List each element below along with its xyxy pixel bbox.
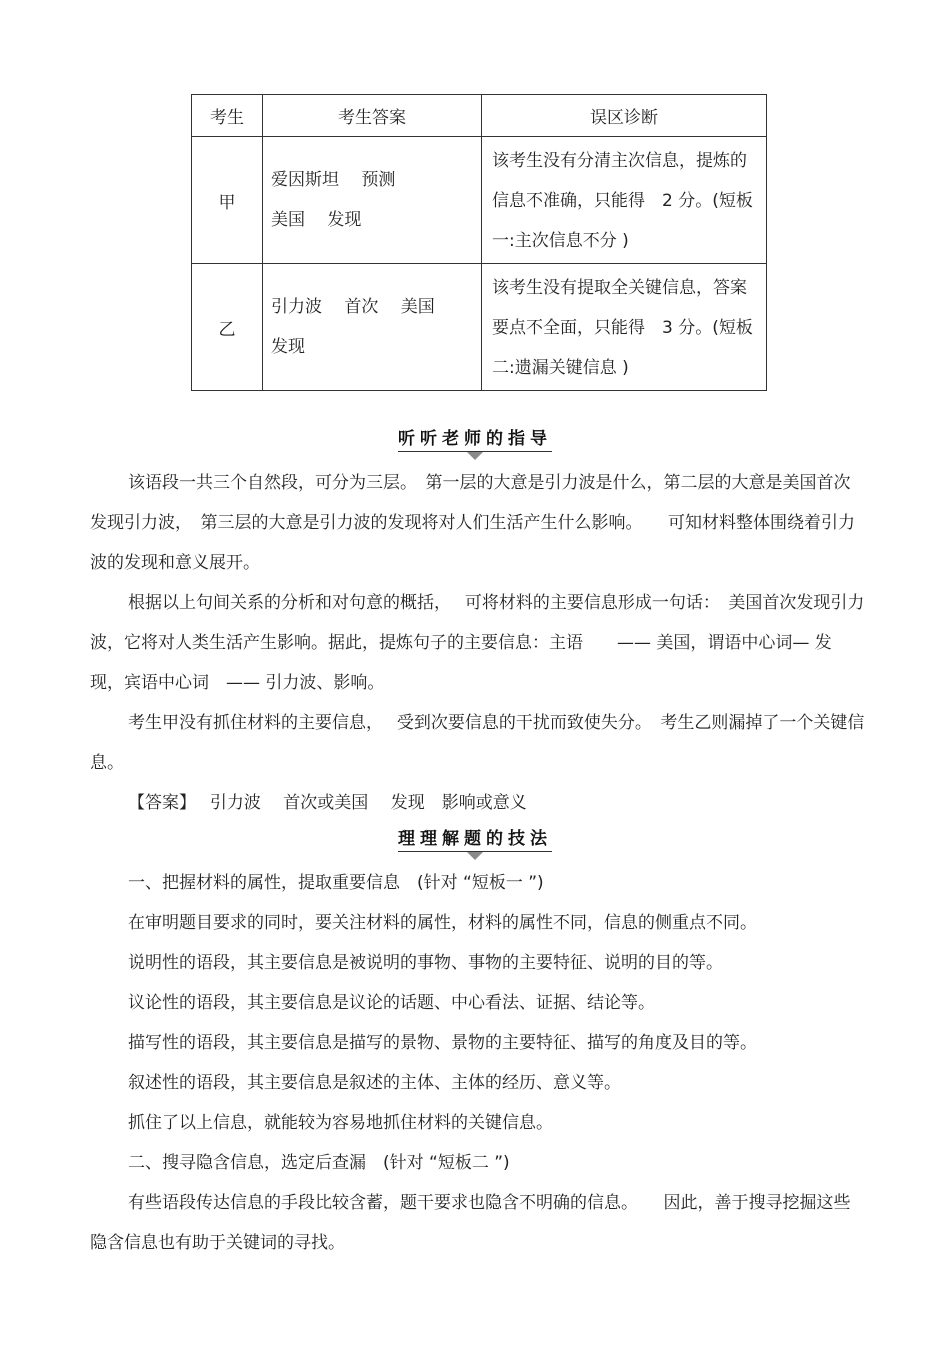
diagnosis-table — [191, 94, 767, 391]
header-diagnosis: 误区诊断 — [482, 95, 767, 137]
paragraph: 考生甲没有抓住材料的主要信息， 受到次要信息的干扰而致使失分。 考生乙则漏掉了一个关键信息。 — [90, 713, 865, 773]
header-candidate: 考生 — [192, 95, 263, 137]
paragraph: 有些语段传达信息的手段比较含蓄，题干要求也隐含不明确的信息。 因此，善于搜寻挖掘这些隐含信息也有助于关键词的寻找。 — [90, 1193, 851, 1253]
diagnosis-cell: 该考生没有提取全关键信息，答案要点不全面，只能得 3 分。(短板二:遗漏关键信息 ) — [482, 264, 767, 391]
section-heading-guidance — [0, 424, 950, 452]
candidate-cell: 甲 — [192, 137, 263, 264]
table-header-row — [192, 95, 767, 137]
method-line: 议论性的语段，其主要信息是议论的话题、中心看法、证据、结论等。 — [128, 993, 655, 1013]
paragraph: 根据以上句间关系的分析和对句意的概括， 可将材料的主要信息形成一句话： 美国首次发现引力波，它将对人类生活产生影响。据此，提炼句子的主要信息：主语 —— 美国，谓语中心词— 发现，宾语中心词 —— 引力波、影响。 — [90, 593, 865, 693]
method-line: 在审明题目要求的同时，要关注材料的属性，材料的属性不同，信息的侧重点不同。 — [128, 913, 757, 933]
candidate-cell: 乙 — [192, 264, 263, 391]
diagnosis-cell: 该考生没有分清主次信息，提炼的信息不准确，只能得 2 分。(短板一:主次信息不分 ) — [482, 137, 767, 264]
triangle-down-icon — [467, 452, 483, 460]
answer-cell — [263, 264, 482, 391]
table-row — [192, 264, 767, 391]
method-line: 说明性的语段，其主要信息是被说明的事物、事物的主要特征、说明的目的等。 — [128, 953, 723, 973]
section-heading-method — [0, 824, 950, 852]
answer-line: 发现 — [271, 337, 305, 357]
answer-line: 美国 发现 — [271, 210, 362, 230]
answer-cell — [263, 137, 482, 264]
paragraph: 该语段一共三个自然段，可分为三层。 第一层的大意是引力波是什么，第二层的大意是美国首次发现引力波， 第三层的大意是引力波的发现将对人们生活产生什么影响。 可知材料整体围绕着引力波的发现和意义展开。 — [90, 473, 855, 573]
answer-line: 爱因斯坦 预测 — [271, 170, 396, 190]
answer-line: 【答案】 引力波 首次或美国 发现 影响或意义 — [128, 793, 527, 813]
answer-line: 引力波 首次 美国 — [271, 297, 435, 317]
table-row — [192, 137, 767, 264]
method-line: 一、把握材料的属性，提取重要信息 (针对 “短板一 ”) — [128, 873, 544, 893]
method-line: 二、搜寻隐含信息，选定后查漏 (针对 “短板二 ”) — [128, 1153, 510, 1173]
section-heading-text: 听听老师的指导 — [398, 429, 552, 449]
method-line: 抓住了以上信息，就能较为容易地抓住材料的关键信息。 — [128, 1113, 553, 1133]
triangle-down-icon — [467, 852, 483, 860]
method-line: 描写性的语段，其主要信息是描写的景物、景物的主要特征、描写的角度及目的等。 — [128, 1033, 757, 1053]
header-answer: 考生答案 — [263, 95, 482, 137]
section-heading-text: 理理解题的技法 — [398, 829, 552, 849]
method-line: 叙述性的语段，其主要信息是叙述的主体、主体的经历、意义等。 — [128, 1073, 621, 1093]
